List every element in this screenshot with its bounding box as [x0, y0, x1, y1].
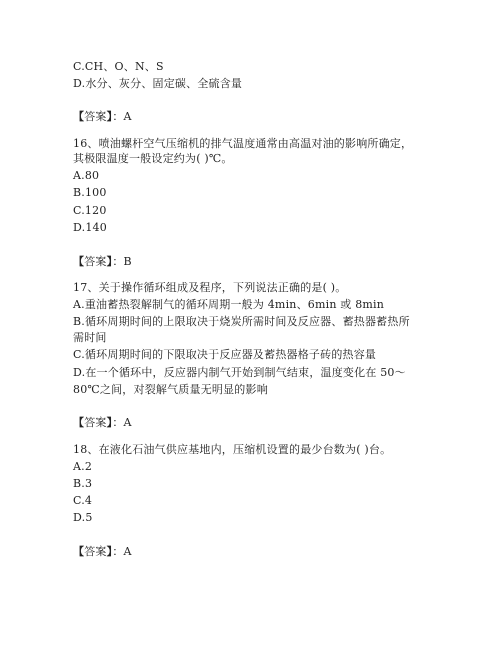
- answer-value: ：B: [112, 255, 132, 268]
- answer-bracket-close: 】: [106, 545, 113, 558]
- option-c-prev: C.CH、O、N、S: [73, 60, 164, 73]
- answer-label: 答案: [84, 255, 107, 268]
- question-17-option-c: C.循环周期时间的下限取决于反应器及蓄热器格子砖的热容量: [73, 348, 377, 361]
- option-d-prev: D.水分、灰分、固定碳、全硫含量: [73, 77, 243, 90]
- question-18-line-1: 18、在液化石油气供应基地内，压缩机设置的最少台数为( )台。: [73, 443, 392, 456]
- answer-bracket-close: 】: [106, 416, 113, 429]
- question-18-option-c: C.4: [73, 494, 93, 507]
- answer-bracket-open: 【: [73, 255, 85, 268]
- answer-value: ：A: [112, 545, 132, 558]
- answer-block-3: [73, 416, 132, 430]
- answer-value: ：A: [112, 110, 132, 123]
- question-16-line-2: 其极限温度一般设定约为( )℃。: [73, 152, 233, 165]
- question-18-option-a: A.2: [73, 460, 93, 473]
- question-18-option-b: B.3: [73, 477, 93, 490]
- question-17-option-b-line-2: 需时间: [73, 331, 107, 344]
- answer-label: 答案: [84, 416, 107, 429]
- answer-block-2: [73, 255, 132, 269]
- answer-block-4: [73, 545, 132, 559]
- question-17-option-d-line-2: 80℃之间，对裂解气质量无明显的影响: [73, 383, 268, 396]
- answer-block-1: [73, 110, 132, 124]
- question-17-option-b-line-1: B.循环周期时间的上限取决于烧炭所需时间及反应器、蓄热器蓄热所: [73, 315, 410, 328]
- question-16-option-c: C.120: [73, 204, 107, 217]
- answer-value: ：A: [112, 416, 132, 429]
- answer-bracket-open: 【: [73, 416, 85, 429]
- answer-label: 答案: [84, 545, 107, 558]
- answer-bracket-close: 】: [106, 110, 113, 123]
- answer-label: 答案: [84, 110, 107, 123]
- question-17-option-a: A.重油蓄热裂解制气的循环周期一般为 4min、6min 或 8min: [73, 298, 385, 311]
- question-18-option-d: D.5: [73, 511, 93, 524]
- question-16-option-d: D.140: [73, 221, 107, 234]
- answer-bracket-open: 【: [73, 110, 85, 123]
- answer-bracket-open: 【: [73, 545, 85, 558]
- question-17-option-d-line-1: D.在一个循环中，反应器内制气开始到制气结束，温度变化在 50～: [73, 366, 406, 379]
- question-16-option-b: B.100: [73, 186, 107, 199]
- question-17-line-1: 17、关于操作循环组成及程序，下列说法正确的是( )。: [73, 281, 347, 294]
- answer-bracket-close: 】: [106, 255, 113, 268]
- question-16-option-a: A.80: [73, 169, 100, 182]
- question-16-line-1: 16、喷油螺杆空气压缩机的排气温度通常由高温对油的影响所确定，: [73, 137, 413, 150]
